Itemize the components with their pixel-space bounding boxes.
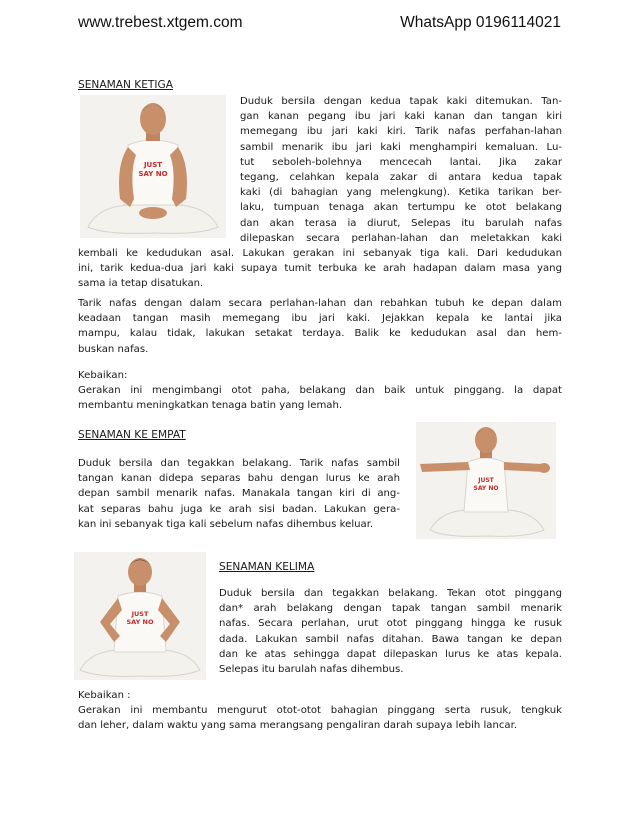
line: ini, tarik kedua-dua jari kaki supaya tumit terbuka ke arah hadapan dalam masa yang [78,263,562,275]
line: Tarik nafas dengan dalam secara perlahan-lahan dan rebahkan tubuh ke depan dalam [78,298,562,309]
section2-text [78,456,400,532]
line: kan ini sebanyak tiga kali sebelum nafas dihembus keluar. [78,518,374,530]
line: depan sambil menarik nafas. Manakala tangan kiri di ang- [78,488,400,500]
line: sambil menarik ibu jari kaki menghampiri kemaluan. Lu- [240,141,562,153]
line: kaki (di bahagian yang melengkung). Ketika tarikan ber- [240,187,562,199]
line: dan leher, dalam waktu yang sama merangsang pengaliran darah supaya lebih lancar. [78,720,518,732]
section1-paragraph-2 [78,296,562,357]
line: tut seboleh-bolehnya mencecah lantai. Jika zakar [240,156,562,168]
line: buskan nafas. [78,343,149,355]
line: dan* arah belakang dengan tapak tangan sambil menarik [219,603,562,615]
line: kembali ke kedudukan asal. Lakukan gerakan ini sebanyak tiga kali. Dari kedudukan [78,248,562,259]
section-title-senaman-ketiga: SENAMAN KETIGA [78,79,173,91]
line: mampu, kalau tidak, lakukan setakat terdaya. Balik ke kedudukan asal dan hem- [78,328,562,340]
line: gan kanan pegang ibu jari kaki kanan dan tangan kiri [240,111,562,123]
line: dan ke atas sehingga dapat dilepaskan lurus ke atas kepala. [219,648,562,660]
line: Duduk bersila dan tegakkan belakang. Tarik nafas sambil [78,458,400,469]
line: membantu meningkatkan tenaga batin yang lemah. [78,400,343,412]
line: Gerakan ini membantu mengurut otot-otot bahagian pinggang serta rusuk, tengkuk [78,705,562,717]
line: sama ia tetap disatukan. [78,278,204,290]
line: Duduk bersila dengan kedua tapak kaki ditemukan. Tan- [240,96,562,107]
photo-senaman-ketiga [80,95,226,238]
line: keadaan tangan masih memegang ibu jari kaki. Jejakkan kepala ke lantai jika [78,313,562,325]
line: Duduk bersila dan tegakkan belakang. Tekan otot pinggang [219,588,562,599]
photo-senaman-ke-empat [416,422,556,539]
section-title-senaman-ke-empat: SENAMAN KE EMPAT [78,429,186,441]
line: Gerakan ini mengimbangi otot paha, belakang dan baik untuk pinggang. la dapat [78,385,562,397]
website-url[interactable]: www.trebest.xtgem.com [78,14,243,31]
section1-full-text [78,246,562,292]
shirt-text-2: SAY NO [126,618,154,626]
section1-benefit [78,368,562,414]
line: dilepaskan secara perlahan-lahan dan meletakkan kaki [240,232,562,244]
line: dada. Lakukan sambil nafas ditahan. Bawa tangan ke depan [219,633,562,645]
whatsapp-number: WhatsApp 0196114021 [400,14,561,31]
line: dan akan terasa ia diurut, Selepas itu barulah nafas [240,217,562,229]
shirt-text-1: JUST [478,477,494,484]
line: tegang, celahkan kepala zakar di antara kedua tapak [240,172,562,184]
line: tangan kanan didepa separas bahu dengan lurus ke arah [78,473,400,485]
section1-right-text [240,94,562,246]
benefit-title: Kebaikan : [78,690,131,701]
line: nafas. Secara perlahan, urut otot pinggang hingga ke rusuk [219,618,562,630]
line: kat separas bahu juga ke arah sisi badan. Lakukan gera- [78,503,400,515]
line: laku, tumpuan tenaga akan tertumpu ke otot belakang [240,202,562,214]
line: memegang ibu jari kaki kiri. Tarik nafas perfahan-lahan [240,126,562,138]
shirt-text-2: SAY NO [473,485,499,492]
photo-senaman-kelima [74,552,206,680]
benefit-title: Kebaikan: [78,370,128,381]
shirt-text-1: JUST [131,610,149,618]
section3-text [219,586,562,677]
section-title-senaman-kelima: SENAMAN KELIMA [219,561,315,573]
shirt-text-1: JUST [143,161,163,169]
shirt-text-2: SAY NO [138,170,168,178]
section3-benefit [78,688,562,734]
line: Selepas itu barulah nafas dihembus. [219,664,404,676]
